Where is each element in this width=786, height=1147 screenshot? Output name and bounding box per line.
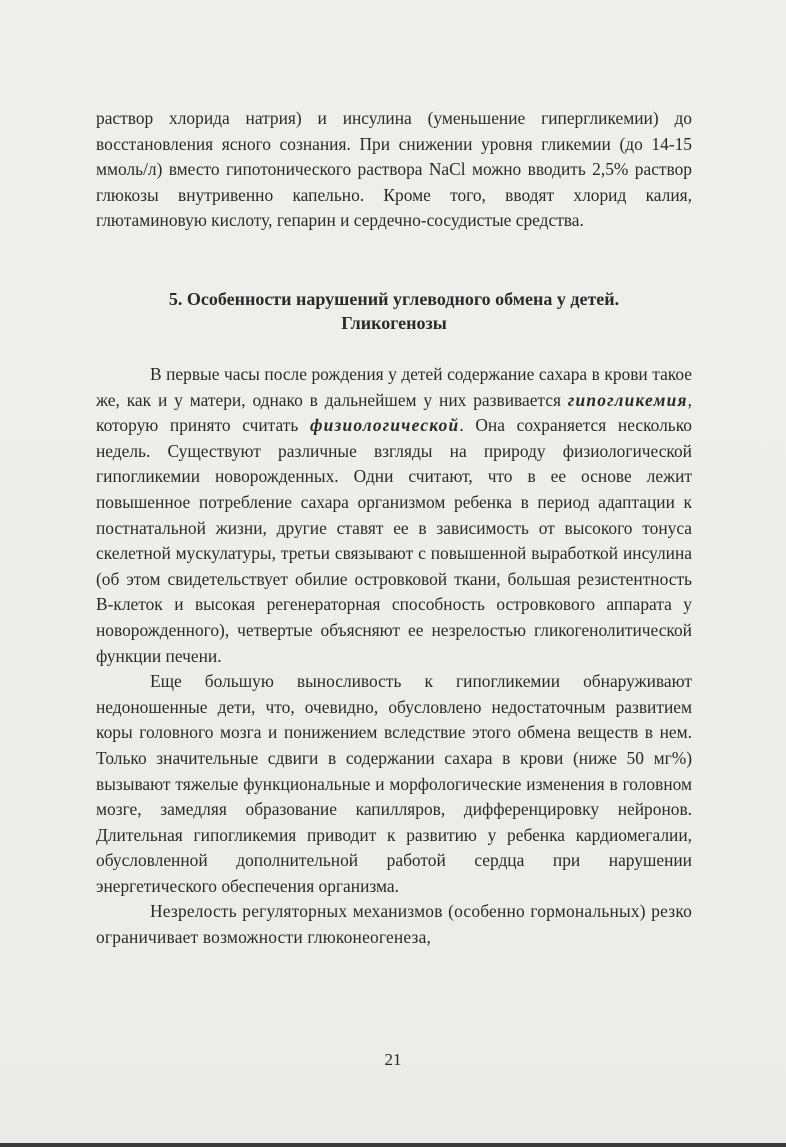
paragraph-1-text-a: В первые часы после рождения у детей содержание сахара в крови такое же, как и у матери, однако в дальнейшем у них развивается — [96, 364, 692, 410]
page-number: 21 — [384, 1050, 402, 1069]
intro-paragraph: раствор хлорида натрия) и инсулина (уменьшение гипергликемии) до восстановления ясного сознания. При снижении уровня гликемии (до 14-15 ммоль/л) вместо гипотонического раствора NaCl можно вводить 2,5% раствор глюкозы внутривенно капельно. Кроме того, вводят хлорид калия, глютаминовую кислоту, гепарин и сердечно-сосудистые средства. — [96, 108, 692, 231]
paragraph-2: Еще большую выносливость к гипогликемии обнаруживают недоношенные дети, что, очевидно, обусловлено недостаточным развитием коры головного мозга и понижением вследствие этого обмена веществ в нем. Только значительные сдвиги в содержании сахара в крови (ниже 50 мг%) вызывают тяжелые функциональные и морфологические изменения в головном мозге, замедляя образование капилляров, дифференцировку нейронов. Длительная гипогликемия приводит к развитию у ребенка кардиомегалии, обусловленной дополнительной работой сердца при нарушении энергетического обеспечения организма. — [96, 671, 692, 896]
section-body — [96, 362, 692, 951]
paragraph-3: Незрелость регуляторных механизмов (особенно гормональных) резко ограничивает возможности глюконеогенеза, — [96, 901, 692, 948]
section-heading — [96, 287, 692, 335]
section-heading-line-2: Гликогенозы — [341, 313, 447, 333]
section-heading-line-1: 5. Особенности нарушений углеводного обмена у детей. — [168, 289, 620, 309]
paragraph-1 — [96, 362, 692, 669]
term-physiological: физиологической — [309, 415, 460, 436]
page-bottom-edge — [0, 1143, 786, 1147]
paragraph-1-text-b: , которую принято считать — [96, 389, 692, 436]
term-hypoglycemia: гипогликемия — [567, 389, 688, 410]
paragraph-1-text-c: . Она сохраняется несколько недель. Существуют различные взгляды на природу физиологической гипогликемии новорожденных. Одни считают, что в ее основе лежит повышенное потребление сахара организмом ребенка в период адаптации к постнатальной жизни, другие ставят ее в зависимость от высокого тонуса скелетной мускулатуры, третьи связывают с повышенной выработкой инсулина (об этом свидетельствует обилие островковой ткани, большая резистентность В-клеток и высокая регенераторная способность островкового аппарата у новорожденного), четвертые объясняют ее незрелостью гликогенолитической функции печени. — [96, 415, 692, 666]
